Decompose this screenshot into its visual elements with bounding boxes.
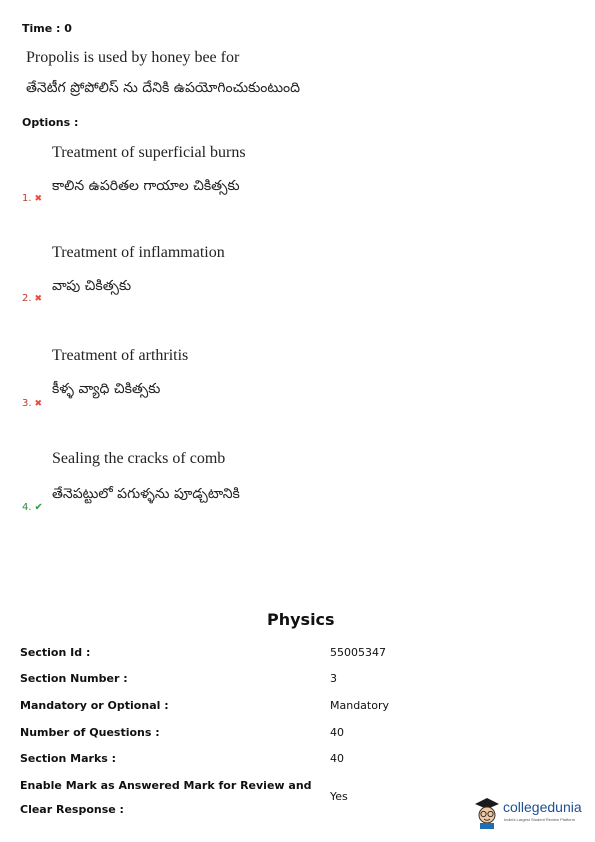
- option-2-number: [22, 293, 42, 304]
- num-questions-value: 40: [330, 726, 344, 739]
- time-label: Time : 0: [22, 22, 72, 35]
- mark-review-label-line2: Clear Response :: [20, 803, 124, 816]
- logo-tagline: India's Largest Student Review Platform: [504, 817, 576, 822]
- mark-review-value: Yes: [330, 790, 348, 803]
- mandatory-value: Mandatory: [330, 699, 390, 712]
- section-marks-value: 40: [330, 752, 344, 765]
- option-4-telugu: తేనెపట్టులో పగుళ్ళను పూడ్చటానికి: [52, 486, 240, 502]
- option-1-number: [22, 193, 42, 204]
- option-number: 3.: [22, 398, 32, 409]
- option-4-number: [22, 502, 43, 513]
- mandatory-label: Mandatory or Optional :: [20, 699, 169, 712]
- section-number-label: Section Number :: [20, 672, 128, 685]
- option-3-english: Treatment of arthritis: [52, 347, 189, 364]
- mark-review-label: Enable Mark as Answered Mark for Review and: [20, 779, 312, 792]
- section-title: Physics: [267, 610, 335, 629]
- num-questions-label: Number of Questions :: [20, 726, 160, 739]
- option-2-english: Treatment of inflammation: [52, 244, 225, 261]
- option-number: 1.: [22, 193, 32, 204]
- student-mascot-icon: [472, 795, 502, 829]
- question-english: Propolis is used by honey bee for: [26, 49, 240, 66]
- options-label: Options :: [22, 116, 79, 129]
- section-number-value: 3: [330, 672, 337, 685]
- cross-icon: ✖: [34, 294, 43, 304]
- option-number: 4.: [22, 502, 32, 513]
- option-2-telugu: వాపు చికిత్సకు: [52, 278, 132, 294]
- section-id-label: Section Id :: [20, 646, 91, 659]
- option-4-english: Sealing the cracks of comb: [52, 450, 226, 467]
- section-id-value: 55005347: [330, 646, 386, 659]
- cross-icon: ✖: [34, 194, 43, 204]
- option-1-telugu: కాలిన ఉపరితల గాయాల చికిత్సకు: [52, 178, 240, 194]
- option-3-telugu: కీళ్ళ వ్యాధి చికిత్సకు: [52, 381, 161, 397]
- question-telugu: తేనెటీగ ప్రోపోలిస్ ను దేనికి ఉపయోగించుకుంటుంది: [26, 80, 301, 96]
- section-marks-label: Section Marks :: [20, 752, 117, 765]
- logo-wordmark: collegedunia: [503, 799, 582, 815]
- check-icon: ✔: [34, 502, 43, 513]
- option-3-number: [22, 398, 42, 409]
- option-1-english: Treatment of superficial burns: [52, 144, 246, 161]
- collegedunia-logo: [472, 795, 590, 831]
- option-number: 2.: [22, 293, 32, 304]
- cross-icon: ✖: [34, 399, 43, 409]
